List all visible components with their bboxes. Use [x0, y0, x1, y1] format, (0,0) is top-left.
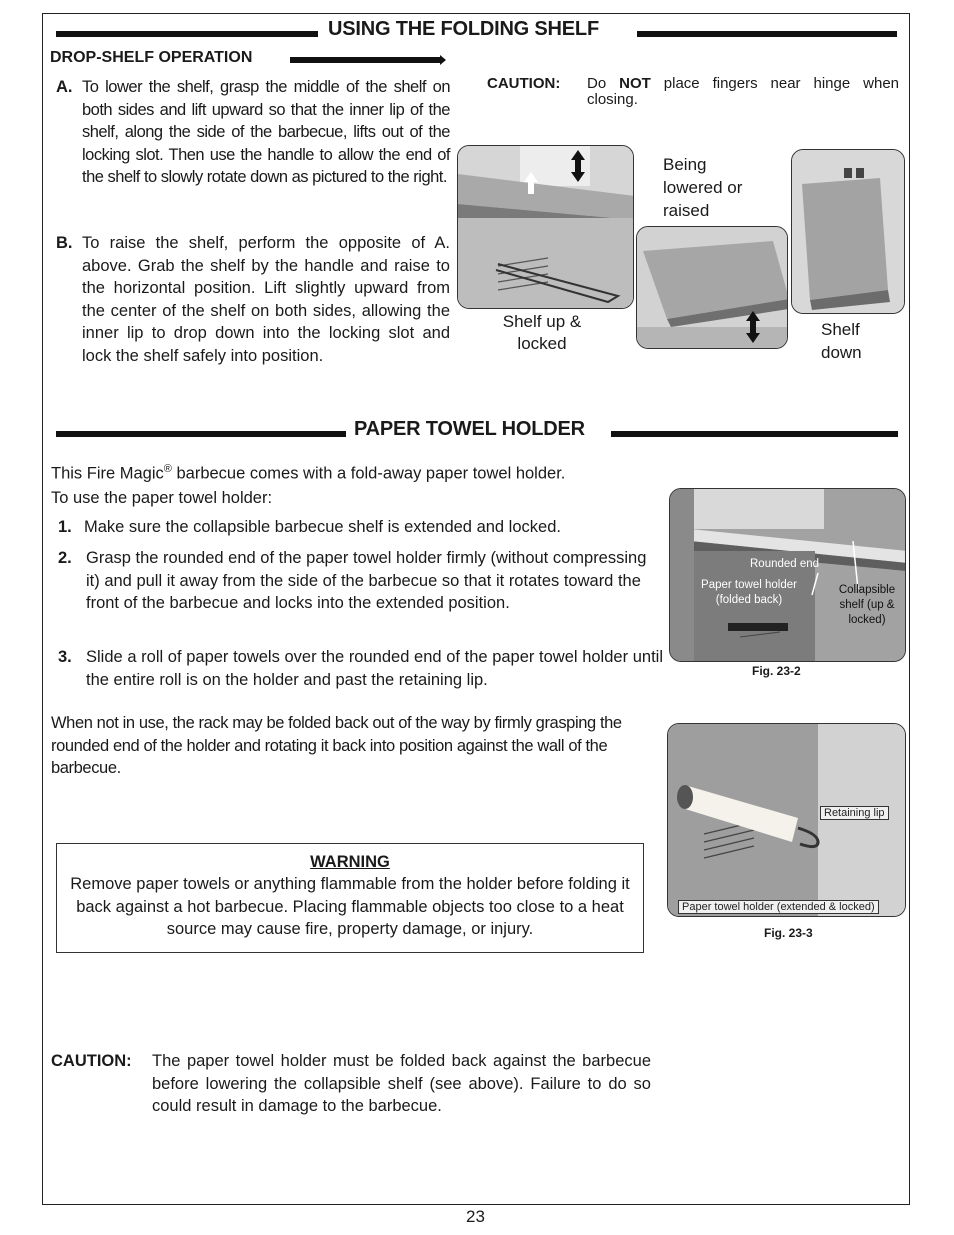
title2-rule-right	[611, 431, 898, 437]
step-b-label: B.	[56, 234, 73, 252]
towel-step-2-text: Grasp the rounded end of the paper towel holder firmly (without compressing it) and pull it away from the side of the barbecue so that it rotates toward the front of the barbecue and locks into the extended position.	[86, 549, 647, 612]
step-b	[56, 232, 450, 367]
caption-being-lowered: Being lowered or raised	[663, 155, 743, 220]
bottom-caution-text: The paper towel holder must be folded back against the barbecue before lowering the collapsible shelf (see above). Failure to do so could result in damage to the barbecue.	[152, 1052, 651, 1115]
hinge-caution-text	[587, 76, 899, 108]
intro-post: barbecue comes with a fold-away paper towel holder.	[171, 464, 566, 483]
fold-paragraph: When not in use, the rack may be folded back out of the way by firmly grasping the rounded end of the holder and rotating it back into position against the wall of the barbecue.	[51, 714, 622, 777]
drop-shelf-subtitle: DROP-SHELF OPERATION	[50, 49, 253, 66]
towel-step-3-text: Slide a roll of paper towels over the rounded end of the paper towel holder until the entire roll is on the holder and past the retaining lip.	[86, 648, 663, 689]
fig-23-3-photo	[667, 723, 906, 917]
to-use-line: To use the paper towel holder:	[51, 489, 273, 507]
towel-step-1	[58, 516, 663, 539]
caution-post: place fingers near hinge when closing.	[587, 75, 900, 108]
title2-rule-left	[56, 431, 346, 437]
fig-23-3-illustration	[668, 724, 906, 917]
fig-23-2-label: Fig. 23-2	[752, 664, 801, 678]
towel-step-2	[58, 547, 663, 615]
step-a	[56, 76, 450, 189]
caption-shelf-up: Shelf up & locked	[502, 312, 582, 353]
step-a-text: To lower the shelf, grasp the middle of the shelf on both sides and lift upward so that the inner lip of the shelf, along the side of the barbecue, lifts out of the locking slot. Then use the handle to allow the end of the shelf to slowly rotate down as pictured to the right.	[82, 78, 450, 186]
shelf-down-illustration	[792, 150, 905, 314]
shelf-up-illustration	[458, 146, 634, 309]
title-rule-left	[56, 31, 318, 37]
registered-mark: ®	[163, 463, 172, 475]
warning-box	[56, 843, 644, 953]
fig-23-2-illustration	[670, 489, 906, 662]
step-a-label: A.	[56, 78, 73, 96]
towel-step-3-num: 3.	[58, 648, 72, 666]
section-title-paper-towel: PAPER TOWEL HOLDER	[354, 418, 585, 440]
bottom-caution	[51, 1050, 651, 1118]
hinge-caution	[487, 76, 899, 108]
fig-23-2-photo	[669, 488, 906, 662]
towel-step-1-num: 1.	[58, 518, 72, 536]
label-holder-extended: Paper towel holder (extended & locked)	[678, 900, 879, 914]
caution-pre: Do	[587, 75, 607, 92]
step-b-text: To raise the shelf, perform the opposite of A. above. Grab the shelf by the handle and raise to the horizontal position. Lift slightly upward from the center of the shelf on both sides, allowing the inner lip to drop down into the locking slot and lock the shelf safely into position.	[82, 234, 450, 365]
page-number: 23	[466, 1207, 485, 1226]
warning-text: Remove paper towels or anything flammable from the holder before folding it back against a hot barbecue. Placing flammable objects too close to a heat source may cause fire, property damage, or injury.	[70, 875, 630, 938]
intro-line	[51, 458, 671, 485]
subtitle-arrow	[290, 53, 448, 67]
label-holder-folded: Paper towel holder (folded back)	[701, 579, 797, 606]
label-retaining-lip: Retaining lip	[820, 806, 889, 820]
bottom-caution-label: CAUTION:	[51, 1052, 132, 1070]
warning-title: WARNING	[310, 853, 390, 871]
shelf-lowering-illustration	[637, 227, 788, 349]
label-collapsible-shelf: Collapsible shelf (up & locked)	[838, 584, 896, 626]
caution-not: NOT	[619, 75, 651, 92]
shelf-lowering-photo	[636, 226, 788, 349]
shelf-down-photo	[791, 149, 905, 314]
label-rounded-end: Rounded end	[750, 558, 820, 570]
towel-step-1-text: Make sure the collapsible barbecue shelf is extended and locked.	[84, 518, 561, 536]
shelf-up-photo	[457, 145, 634, 309]
caption-shelf-down: Shelf down	[821, 320, 862, 362]
fig-23-3-label: Fig. 23-3	[764, 926, 813, 940]
section-title-folding-shelf: USING THE FOLDING SHELF	[328, 18, 599, 40]
towel-step-3	[58, 646, 663, 691]
towel-step-2-num: 2.	[58, 549, 72, 567]
title-rule-right	[637, 31, 897, 37]
hinge-caution-label: CAUTION:	[487, 75, 561, 92]
intro-pre: This Fire Magic	[51, 464, 164, 483]
